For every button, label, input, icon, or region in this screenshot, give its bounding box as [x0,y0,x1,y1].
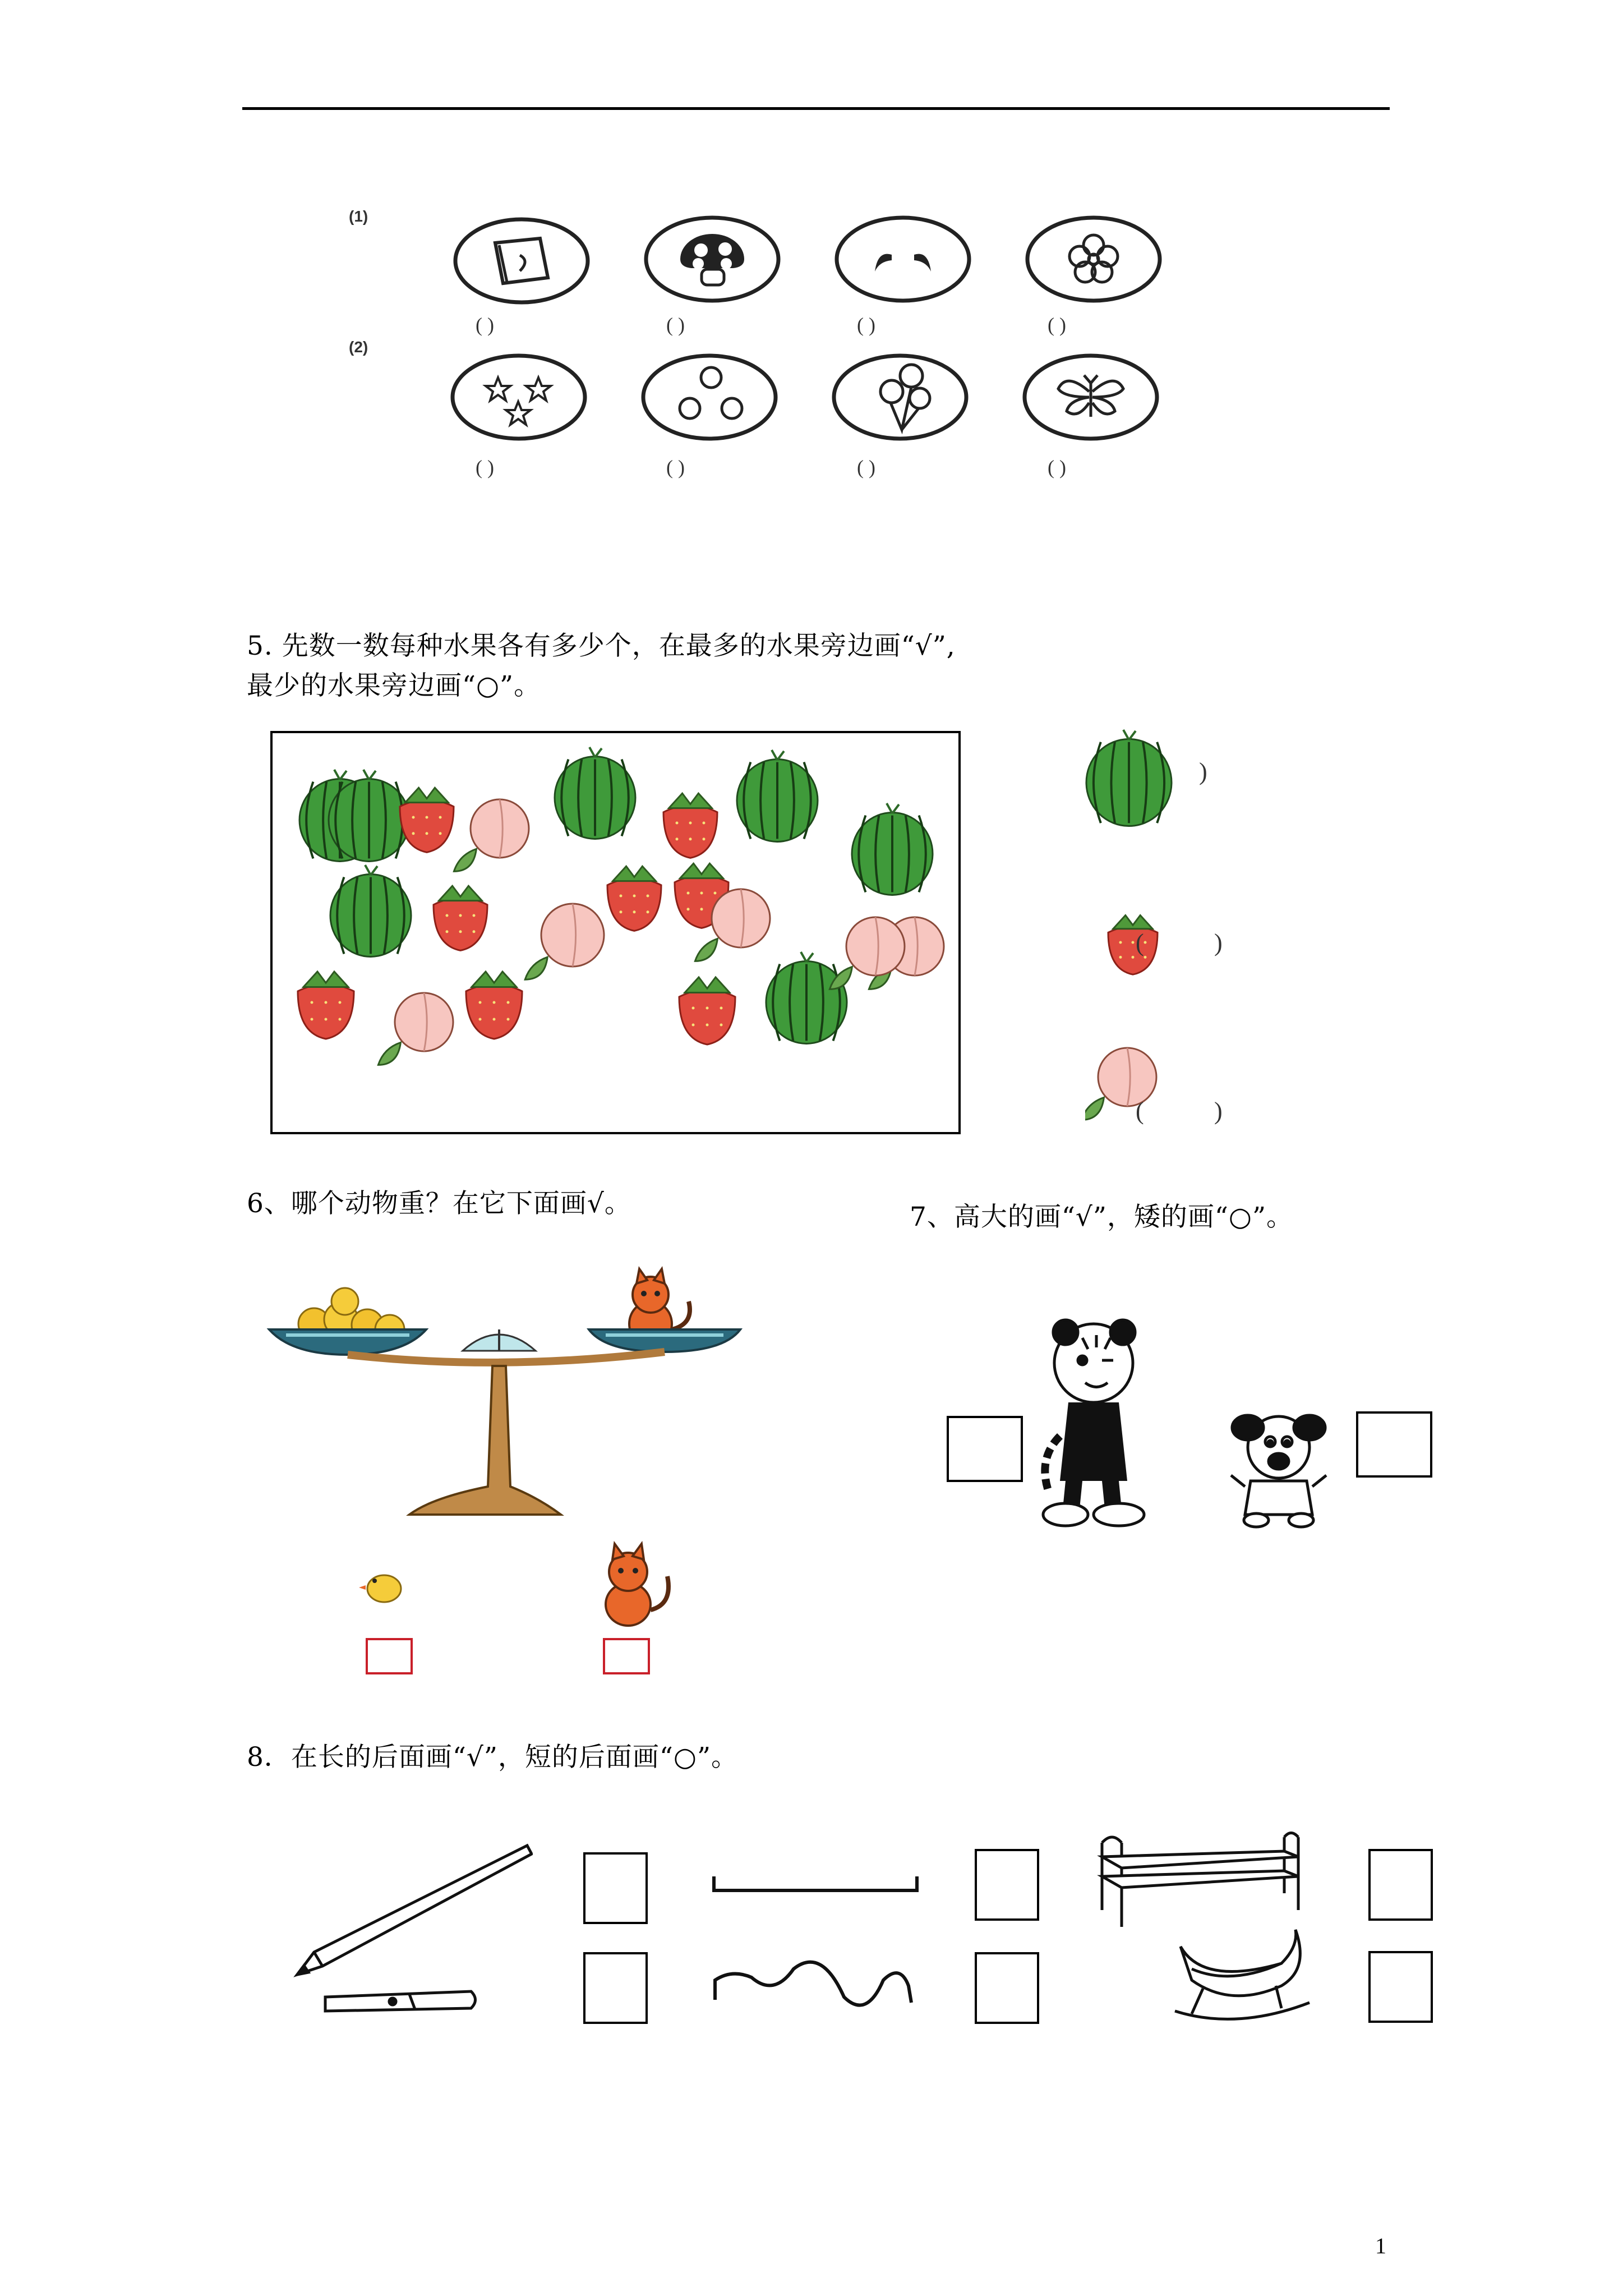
watermelon-fruit [555,747,635,839]
watermelon-fruit [329,770,409,861]
q4-answer-blank[interactable]: ( ) [1048,456,1066,478]
peach-answer-open[interactable]: ( [1136,1097,1144,1125]
watermelon-fruit [766,952,847,1043]
ladybug-icon [642,214,782,304]
wavy-line-icon [709,1947,923,2025]
strawberry-fruit [663,793,717,858]
butterfly-icon [1021,352,1161,442]
strawberry-answer-open[interactable]: ( [1136,929,1144,956]
mustache-icon [833,214,973,304]
strawberry-fruit [607,866,661,931]
chalk-icon [320,1986,482,2031]
q7-instruction: 7、高大的画“√”，矮的画“○”。 [910,1202,1293,1232]
q4-answer-blank[interactable]: ( ) [476,314,494,336]
q8-instruction: 8．在长的后面画“√”，短的后面画“○”。 [247,1742,738,1773]
watermelon-fruit [330,865,411,956]
watermelon-fruit [852,803,933,895]
bed-icon [1094,1826,1307,1932]
fruit-illustration [273,733,958,1132]
q4-answer-blank[interactable]: ( ) [1048,314,1066,336]
q4-answer-blank[interactable]: ( ) [476,456,494,478]
peach-fruit [525,904,604,979]
bed-answer-box[interactable] [1368,1849,1433,1921]
flower-icon [1023,214,1164,304]
strawberry-fruit [298,972,354,1039]
q6-instruction: 6、哪个动物重？在它下面画√。 [247,1188,631,1219]
balance-scale-illustration [247,1251,751,1700]
q4-answer-blank[interactable]: ( ) [857,456,875,478]
header-rule [242,107,1390,110]
peach-legend-icon [1085,1027,1169,1122]
q5-instruction-line1: 5. 先数一数每种水果各有多少个，在最多的水果旁边画“√”, [247,631,956,661]
q4-answer-blank[interactable]: ( ) [666,456,685,478]
peach-fruit [378,993,453,1065]
circles-icon [639,352,780,442]
cradle-answer-box[interactable] [1368,1951,1433,2023]
peach-fruit [454,799,529,871]
stars-icon [449,352,589,442]
watermelon-legend-fruit [1086,730,1172,826]
strawberry-legend-fruit [1108,915,1158,975]
q4-row2-label: (2) [349,338,368,356]
book-icon [451,216,592,306]
q4-row1-label: (1) [349,208,368,225]
strawberry-fruit [400,788,454,852]
chalk-answer-box[interactable] [583,1952,648,2024]
tiger-icon [1021,1313,1155,1531]
cat-answer-box[interactable] [603,1638,650,1674]
balloons-icon [830,352,970,442]
strawberry-fruit [679,977,735,1045]
strawberry-answer-close[interactable]: ) [1214,929,1223,956]
pencil-icon [292,1840,533,1986]
peach-legend-fruit [1085,1048,1156,1120]
page-number: 1 [1375,2233,1386,2258]
chick-answer-box[interactable] [366,1638,413,1674]
peach-fruit [829,917,905,989]
tiger-answer-box[interactable] [947,1416,1023,1482]
peach-answer-close[interactable]: ) [1214,1097,1223,1125]
strawberry-fruit [434,886,487,950]
q4-answer-blank[interactable]: ( ) [666,314,685,336]
pencil-answer-box[interactable] [583,1852,648,1924]
straight-line-icon [709,1868,923,1902]
dog-answer-box[interactable] [1356,1411,1432,1478]
watermelon-legend-icon [1081,729,1177,830]
straight-line-answer-box[interactable] [975,1849,1039,1921]
watermelon-fruit [737,750,818,841]
wavy-line-answer-box[interactable] [975,1952,1039,2024]
cradle-icon [1169,1924,1315,2031]
dog-icon [1223,1402,1335,1531]
watermelon-answer-close[interactable]: ) [1199,758,1207,785]
q5-instruction-line2: 最少的水果旁边画“○”。 [247,670,541,701]
fruit-picture-box [270,731,961,1134]
strawberry-legend-icon [1099,895,1166,984]
strawberry-fruit [466,972,522,1039]
cat-icon [606,1544,668,1626]
q4-answer-blank[interactable]: ( ) [857,314,875,336]
chick-icon [359,1575,401,1602]
